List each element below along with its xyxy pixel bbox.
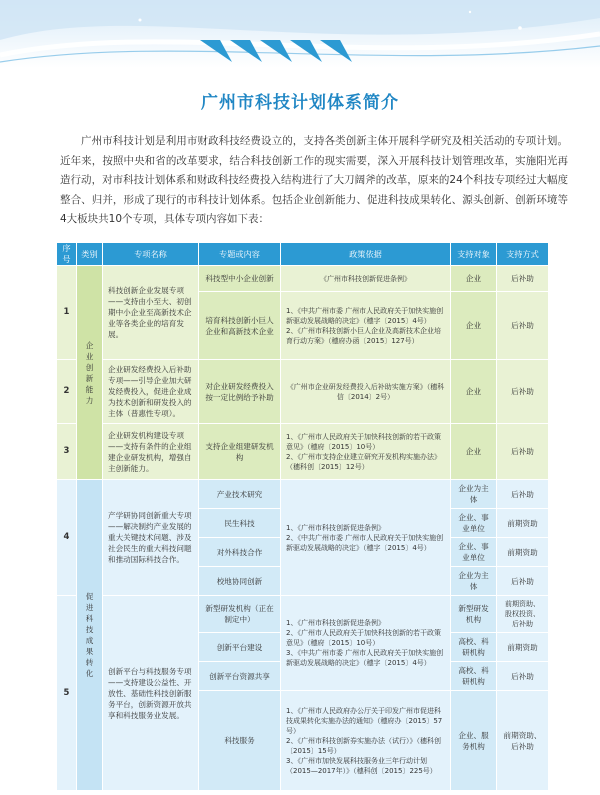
target-cell: 企业、事业单位: [451, 538, 497, 567]
header-category: 类别: [77, 243, 103, 266]
program-name: 科技创新企业发展专项——支持由小至大、初创期中小企业至高新技术企业等各类企业的培育发展。: [103, 266, 199, 360]
program-name: 产学研协同创新重大专项——解决制约产业发展的重大关键技术问题、涉及社会民生的重大科技问题和推动国际科技合作。: [103, 480, 199, 596]
row-no: 1: [57, 266, 77, 360]
policy-cell: 1、《中共广州市委 广州市人民政府关于加快实施创新驱动发展战略的决定》（穗字〔2015〕4号） 2、《广州市科技创新小巨人企业及高新技术企业培育行动方案》（穗府办函〔2015〕127号）: [281, 292, 451, 360]
decorative-swoosh: [0, 0, 600, 68]
target-cell: 企业为主体: [451, 480, 497, 509]
mode-cell: 后补助: [497, 662, 549, 691]
mode-cell: 前期资助、后补助: [497, 691, 549, 791]
plan-table: [56, 242, 549, 791]
mode-cell: 后补助: [497, 292, 549, 360]
target-cell: 企业、服务机构: [451, 691, 497, 791]
table-row: [57, 424, 549, 480]
table-row: [57, 266, 549, 292]
target-cell: 高校、科研机构: [451, 633, 497, 662]
topic-cell: 支持企业组建研发机构: [199, 424, 281, 480]
row-no: 2: [57, 360, 77, 424]
category-cell: 促进科技成果转化: [77, 480, 103, 791]
page-title: 广州市科技计划体系简介: [201, 93, 399, 113]
mode-cell: 前期资助、股权投资、后补助: [497, 596, 549, 633]
target-cell: 企业: [451, 424, 497, 480]
category-cell: 企业创新能力: [77, 266, 103, 480]
table-row: [57, 480, 549, 509]
policy-cell: 《广州市科技创新促进条例》: [281, 266, 451, 292]
policy-cell: 1、《广州市人民政府办公厅关于印发广州市促进科技成果转化实施办法的通知》（穗府办〔2015〕57号） 2、《广州市科技创新券实施办法（试行）》（穗科创〔2015〕15号） 3、《广州市加快发展科技服务业三年行动计划（2015—2017年）》（穗科创〔2015〕225号）: [281, 691, 451, 791]
topic-cell: 创新平台建设: [199, 633, 281, 662]
target-cell: 企业: [451, 266, 497, 292]
mode-cell: 前期资助: [497, 538, 549, 567]
topic-cell: 产业技术研究: [199, 480, 281, 509]
header-policy: 政策依据: [281, 243, 451, 266]
intro-paragraph: 广州市科技计划是利用市财政科技经费设立的，支持各类创新主体开展科学研究及相关活动的专项计划。近年来，按照中央和省的改革要求，结合科技创新工作的现实需要，深入开展科技计划管理改革，实施阳光再造行动，对市科技计划体系和财政科技经费投入结构进行了大刀阔斧的改革，原来的24个科技专项经过大幅度整合、归并，形成了现行的市科技计划体系。包括企业创新能力、促进科技成果转化、源头创新、创新环境等4大板块共10个专项，具体专项内容如下表：: [60, 135, 568, 226]
topic-cell: 新型研发机构（正在制定中）: [199, 596, 281, 633]
target-cell: 企业为主体: [451, 567, 497, 596]
row-no: 4: [57, 480, 77, 596]
topic-cell: 民生科技: [199, 509, 281, 538]
target-cell: 企业、事业单位: [451, 509, 497, 538]
topic-cell: 科技型中小企业创新: [199, 266, 281, 292]
mode-cell: 后补助: [497, 360, 549, 424]
program-name: 企业研发机构建设专项——支持有条件的企业组建企业研发机构，增强自主创新能力。: [103, 424, 199, 480]
topic-cell: 对企业研发经费投入按一定比例给予补助: [199, 360, 281, 424]
row-no: 3: [57, 424, 77, 480]
mode-cell: 后补助: [497, 567, 549, 596]
header-banner: [0, 0, 600, 68]
target-cell: 企业: [451, 360, 497, 424]
policy-cell: 《广州市企业研发经费投入后补助实施方案》（穗科信〔2014〕2号）: [281, 360, 451, 424]
topic-cell: 创新平台资源共享: [199, 662, 281, 691]
header-no: 序号: [57, 243, 77, 266]
header-target: 支持对象: [451, 243, 497, 266]
row-no: 5: [57, 596, 77, 791]
policy-cell: 1、《广州市科技创新促进条例》 2、《中共广州市委 广州市人民政府关于加快实施创新驱动发展战略的决定》（穗字〔2015〕4号）: [281, 480, 451, 596]
header-mode: 支持方式: [497, 243, 549, 266]
policy-cell: 1、《广州市人民政府关于加快科技创新的若干政策意见》（穗府〔2015〕10号） 2、《广州市支持企业建立研究开发机构实施办法》（穗科创〔2015〕12号）: [281, 424, 451, 480]
program-name: 创新平台与科技服务专项——支持建设公益性、开放性、基础性科技创新服务平台，创新资源开放共享和科技服务业发展。: [103, 596, 199, 791]
mode-cell: 前期资助: [497, 633, 549, 662]
topic-cell: 校地协同创新: [199, 567, 281, 596]
mode-cell: 后补助: [497, 480, 549, 509]
policy-cell: 1、《广州市科技创新促进条例》 2、《广州市人民政府关于加快科技创新的若干政策意见》（穗府〔2015〕10号） 3、《中共广州市委 广州市人民政府关于加快实施创新驱动发展战略的决定》（穗字〔2015〕4号）: [281, 596, 451, 691]
header-name: 专项名称: [103, 243, 199, 266]
mode-cell: 前期资助: [497, 509, 549, 538]
mode-cell: 后补助: [497, 266, 549, 292]
table-row: [57, 596, 549, 633]
target-cell: 企业: [451, 292, 497, 360]
header-topic: 专题或内容: [199, 243, 281, 266]
target-cell: 新型研发机构: [451, 596, 497, 633]
table-header-row: [57, 243, 549, 266]
topic-cell: 培育科技创新小巨人企业和高新技术企业: [199, 292, 281, 360]
program-name: 企业研发经费投入后补助专项——引导企业加大研发经费投入，促进企业成为技术创新和研发投入的主体（普惠性专项）。: [103, 360, 199, 424]
mode-cell: 后补助: [497, 424, 549, 480]
topic-cell: 对外科技合作: [199, 538, 281, 567]
target-cell: 高校、科研机构: [451, 662, 497, 691]
topic-cell: 科技服务: [199, 691, 281, 791]
table-row: [57, 360, 549, 424]
